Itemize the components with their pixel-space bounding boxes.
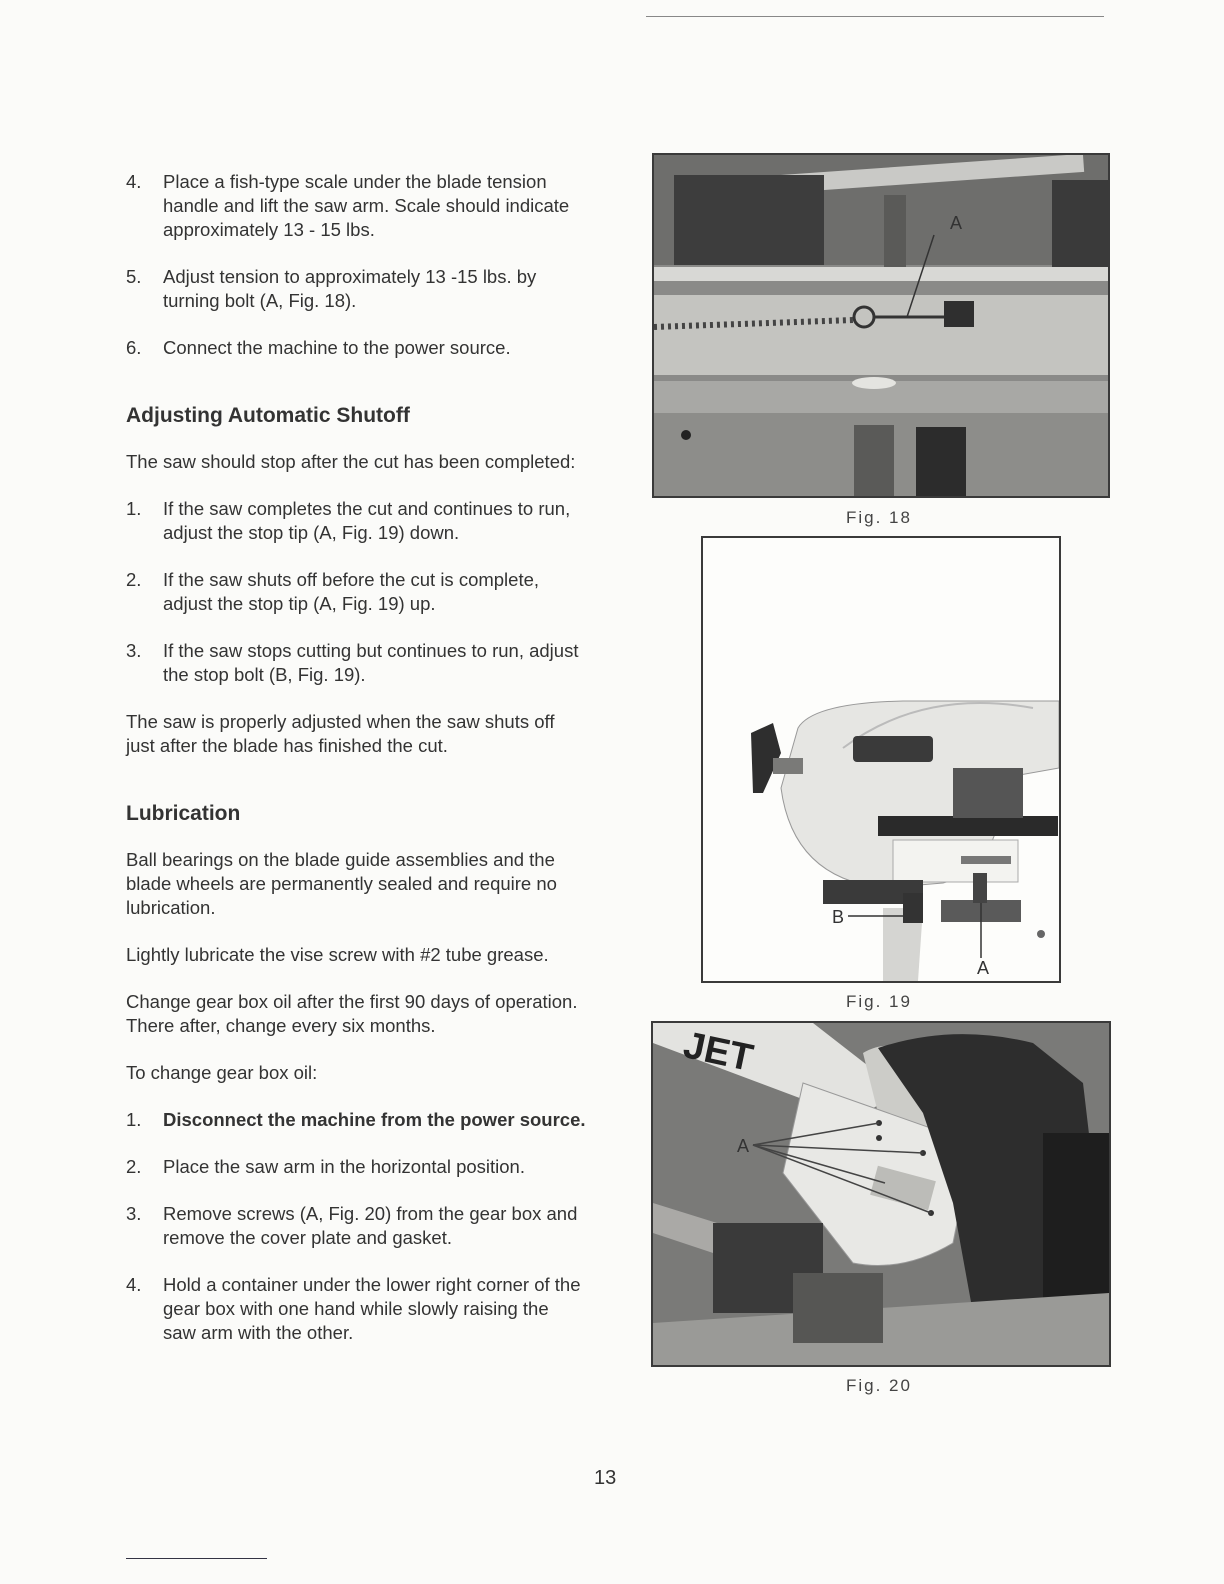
list-item: 1. Disconnect the machine from the power source. [126, 1109, 586, 1130]
lubrication-para: Ball bearings on the blade guide assemblies and the blade wheels are permanently sealed and require no lubrication. [126, 849, 557, 918]
figure-18-caption: Fig. 18 [846, 508, 912, 527]
text-column [126, 170, 586, 1368]
header-rule [646, 16, 1104, 17]
list-item: 3. If the saw stops cutting but continues to run, adjust the stop bolt (B, Fig. 19). [126, 640, 579, 685]
lubrication-para: Change gear box oil after the first 90 days of operation. There after, change every six months. [126, 991, 578, 1036]
lubrication-para: Lightly lubricate the vise screw with #2 tube grease. [126, 944, 549, 965]
list-item: 5. Adjust tension to approximately 13 -15 lbs. by turning bolt (A, Fig. 18). [126, 266, 537, 311]
figure-19-caption: Fig. 19 [846, 992, 912, 1011]
fig19-label-a: A [977, 958, 990, 978]
list-item: 4. Hold a container under the lower right corner of the gear box with one hand while slowly raising the saw arm with the other. [126, 1274, 581, 1343]
page-number: 13 [594, 1467, 617, 1489]
fig18-label-a: A [950, 213, 963, 233]
fig20-label-a: A [737, 1136, 750, 1156]
footer-rule [126, 1558, 267, 1559]
section-heading-lubrication: Lubrication [126, 802, 241, 825]
figure-18-photo [652, 153, 1110, 498]
list-item: 4. Place a fish-type scale under the blade tension handle and lift the saw arm. Scale should indicate approximately 13 - 15 lbs. [126, 171, 570, 240]
fig20-brand-text: JET [679, 1024, 757, 1080]
fig19-label-b: B [832, 907, 845, 927]
lubrication-para: To change gear box oil: [126, 1062, 318, 1083]
list-item: 2. If the saw shuts off before the cut is complete, adjust the stop tip (A, Fig. 19) up. [126, 569, 540, 614]
figure-20-photo [651, 1021, 1111, 1367]
list-item: 1. If the saw completes the cut and continues to run, adjust the stop tip (A, Fig. 19) down. [126, 498, 571, 543]
figure-20-caption: Fig. 20 [846, 1376, 912, 1395]
shutoff-intro: The saw should stop after the cut has been completed: [126, 451, 576, 472]
shutoff-outro: The saw is properly adjusted when the saw shuts off just after the blade has finished the cut. [126, 711, 555, 756]
list-item: 2. Place the saw arm in the horizontal position. [126, 1156, 525, 1177]
list-item: 3. Remove screws (A, Fig. 20) from the gear box and remove the cover plate and gasket. [126, 1203, 578, 1248]
list-item: 6. Connect the machine to the power source. [126, 337, 511, 358]
figure-19-photo [701, 536, 1061, 983]
section-heading-shutoff: Adjusting Automatic Shutoff [126, 404, 410, 427]
